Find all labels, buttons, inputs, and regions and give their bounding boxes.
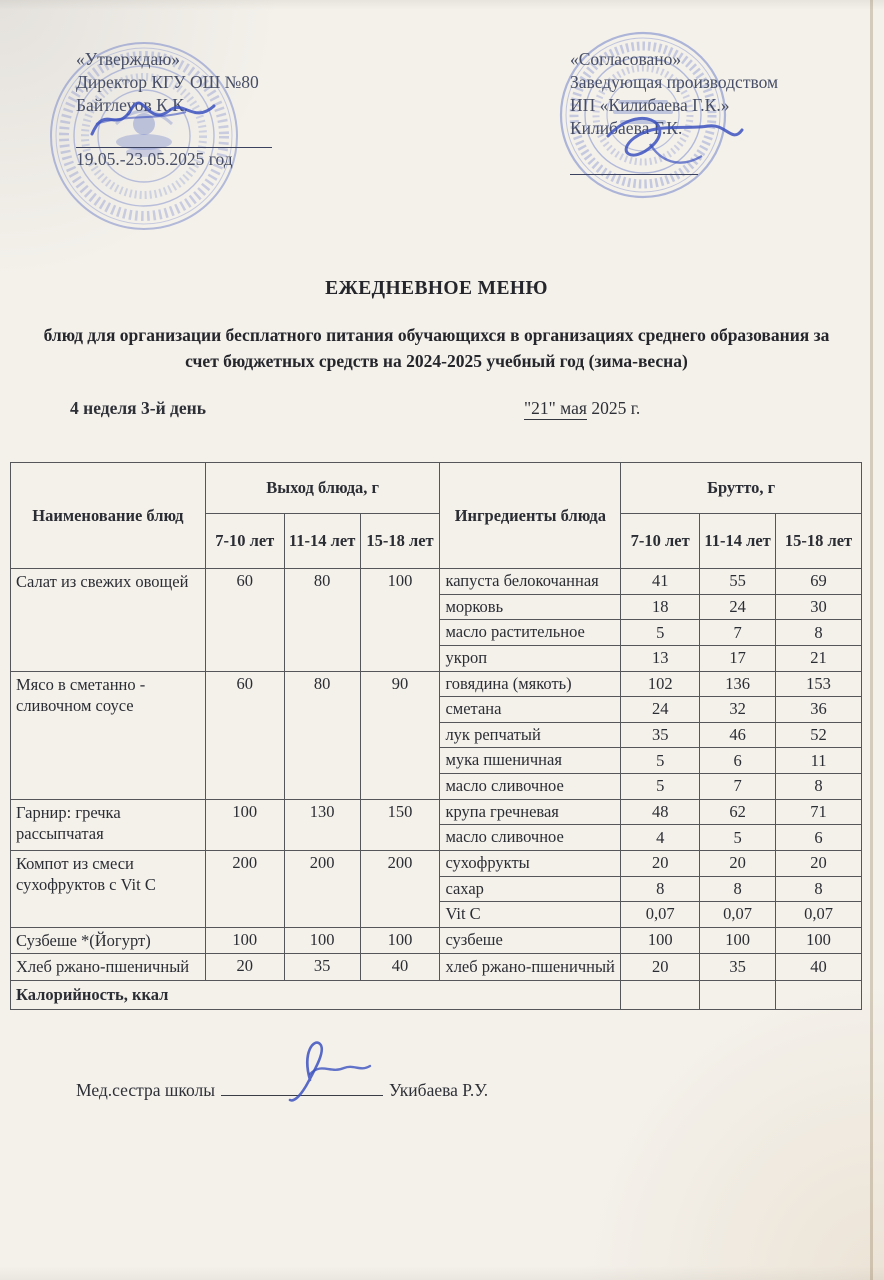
output-value: 200 — [205, 850, 284, 927]
output-value: 100 — [205, 927, 284, 953]
title-block — [0, 278, 873, 375]
dish-name: Мясо в сметанно - сливочном соусе — [11, 671, 206, 799]
table-row — [11, 671, 862, 697]
ingredient-name: сухофрукты — [440, 850, 621, 876]
approval-right-line4: Килибаева Г.К. — [570, 118, 683, 139]
output-value: 100 — [284, 927, 360, 953]
ingredient-name: мука пшеничная — [440, 748, 621, 774]
brutto-value: 18 — [621, 594, 700, 620]
nurse-signature-icon — [266, 1034, 376, 1104]
brutto-value: 20 — [621, 850, 700, 876]
ingredient-name: сметана — [440, 697, 621, 723]
calories-empty-cell — [621, 980, 700, 1009]
brutto-value: 6 — [776, 825, 862, 851]
calories-row — [11, 980, 862, 1009]
brutto-value: 5 — [621, 748, 700, 774]
col-header-age-output: 7-10 лет — [205, 514, 284, 569]
output-value: 40 — [360, 954, 440, 980]
brutto-value: 4 — [621, 825, 700, 851]
table-row — [11, 799, 862, 825]
brutto-value: 21 — [776, 645, 862, 671]
ingredient-name: масло растительное — [440, 620, 621, 646]
calories-label: Калорийность, ккал — [11, 980, 621, 1009]
date-rest: 2025 г. — [586, 398, 641, 418]
footer-signature-row — [76, 1080, 488, 1101]
brutto-value: 20 — [700, 850, 776, 876]
ingredient-name: хлеб ржано-пшеничный — [440, 954, 621, 980]
brutto-value: 100 — [621, 927, 700, 953]
ingredient-name: масло сливочное — [440, 774, 621, 800]
brutto-value: 20 — [776, 850, 862, 876]
col-header-age-brutto: 15-18 лет — [776, 514, 862, 569]
output-value: 80 — [284, 569, 360, 672]
col-header-age-output: 15-18 лет — [360, 514, 440, 569]
ingredient-name: крупа гречневая — [440, 799, 621, 825]
brutto-value: 5 — [700, 825, 776, 851]
output-value: 100 — [360, 569, 440, 672]
ingredient-name: укроп — [440, 645, 621, 671]
director-signature-icon — [86, 94, 266, 144]
brutto-value: 32 — [700, 697, 776, 723]
brutto-value: 24 — [621, 697, 700, 723]
output-value: 80 — [284, 671, 360, 799]
approval-left-line2: Директор КГУ ОШ №80 — [76, 72, 259, 93]
brutto-value: 55 — [700, 569, 776, 595]
table-row — [11, 569, 862, 595]
ingredient-name: говядина (мякоть) — [440, 671, 621, 697]
brutto-value: 153 — [776, 671, 862, 697]
brutto-value: 46 — [700, 722, 776, 748]
brutto-value: 8 — [700, 876, 776, 902]
brutto-value: 13 — [621, 645, 700, 671]
brutto-value: 35 — [621, 722, 700, 748]
col-header-age-brutto: 11-14 лет — [700, 514, 776, 569]
brutto-value: 48 — [621, 799, 700, 825]
dish-name: Гарнир: гречка рассыпчатая — [11, 799, 206, 850]
output-value: 100 — [360, 927, 440, 953]
approval-right-line2: Заведующая производством — [570, 72, 779, 93]
col-header-output-group: Выход блюда, г — [205, 463, 440, 514]
document-title: ЕЖЕДНЕВНОЕ МЕНЮ — [325, 278, 548, 299]
brutto-value: 30 — [776, 594, 862, 620]
ingredient-name: сузбеше — [440, 927, 621, 953]
brutto-value: 7 — [700, 620, 776, 646]
calories-empty-cell — [776, 980, 862, 1009]
approval-right-line1: «Согласовано» — [570, 49, 682, 69]
menu-table-head — [11, 463, 862, 569]
output-value: 60 — [205, 671, 284, 799]
brutto-value: 71 — [776, 799, 862, 825]
calories-empty-cell — [700, 980, 776, 1009]
dish-name: Салат из свежих овощей — [11, 569, 206, 672]
brutto-value: 7 — [700, 774, 776, 800]
ingredient-name: масло сливочное — [440, 825, 621, 851]
brutto-value: 20 — [621, 954, 700, 980]
brutto-value: 62 — [700, 799, 776, 825]
brutto-value: 6 — [700, 748, 776, 774]
photo-wood-edge — [873, 0, 884, 1280]
nurse-name: Укибаева Р.У. — [388, 1080, 489, 1100]
brutto-value: 0,07 — [776, 902, 862, 928]
col-header-dish: Наименование блюд — [11, 463, 206, 569]
brutto-value: 102 — [621, 671, 700, 697]
nurse-label: Мед.сестра школы — [76, 1080, 215, 1100]
brutto-value: 36 — [776, 697, 862, 723]
brutto-value: 100 — [700, 927, 776, 953]
approval-left-line3: Байтлеуов К.К. — [76, 95, 189, 116]
approval-left-line1: «Утверждаю» — [76, 49, 181, 69]
ingredient-name: Vit C — [440, 902, 621, 928]
brutto-value: 52 — [776, 722, 862, 748]
brutto-value: 8 — [776, 876, 862, 902]
table-row — [11, 850, 862, 876]
brutto-value: 69 — [776, 569, 862, 595]
brutto-value: 0,07 — [621, 902, 700, 928]
output-value: 200 — [360, 850, 440, 927]
output-value: 130 — [284, 799, 360, 850]
approval-right-line3: ИП «Килибаева Г.К.» — [570, 95, 730, 116]
col-header-ingredients: Ингредиенты блюда — [440, 463, 621, 569]
col-header-age-output: 11-14 лет — [284, 514, 360, 569]
brutto-value: 136 — [700, 671, 776, 697]
brutto-value: 24 — [700, 594, 776, 620]
output-value: 35 — [284, 954, 360, 980]
table-row — [11, 927, 862, 953]
brutto-value: 100 — [776, 927, 862, 953]
brutto-value: 5 — [621, 620, 700, 646]
output-value: 200 — [284, 850, 360, 927]
brutto-value: 17 — [700, 645, 776, 671]
output-value: 100 — [205, 799, 284, 850]
approval-left-date: 19.05.-23.05.2025 год — [76, 149, 233, 170]
output-value: 90 — [360, 671, 440, 799]
ingredient-name: лук репчатый — [440, 722, 621, 748]
manager-signature-icon — [590, 108, 750, 178]
week-day-label: 4 неделя 3-й день — [70, 398, 207, 418]
brutto-value: 0,07 — [700, 902, 776, 928]
ingredient-name: морковь — [440, 594, 621, 620]
dish-name: Сузбеше *(Йогурт) — [11, 927, 206, 953]
date-underlined: "21" мая — [524, 398, 587, 418]
brutto-value: 41 — [621, 569, 700, 595]
brutto-value: 8 — [621, 876, 700, 902]
dish-name: Хлеб ржано-пшеничный — [11, 954, 206, 980]
ingredient-name: сахар — [440, 876, 621, 902]
output-value: 60 — [205, 569, 284, 672]
document-subtitle: блюд для организации бесплатного питания обучающихся в организациях среднего образования за счет бюджетных средств на 2024-2025 учебный год (зима-весна) — [43, 325, 830, 372]
output-value: 150 — [360, 799, 440, 850]
brutto-value: 5 — [621, 774, 700, 800]
brutto-value: 8 — [776, 620, 862, 646]
brutto-value: 40 — [776, 954, 862, 980]
dish-name: Компот из смеси сухофруктов с Vit C — [11, 850, 206, 927]
ingredient-name: капуста белокочанная — [440, 569, 621, 595]
menu-table — [10, 462, 862, 1010]
col-header-brutto-group: Брутто, г — [621, 463, 862, 514]
col-header-age-brutto: 7-10 лет — [621, 514, 700, 569]
menu-table-body — [11, 569, 862, 1010]
brutto-value: 35 — [700, 954, 776, 980]
output-value: 20 — [205, 954, 284, 980]
brutto-value: 8 — [776, 774, 862, 800]
brutto-value: 11 — [776, 748, 862, 774]
table-row — [11, 954, 862, 980]
date-label — [524, 398, 640, 419]
